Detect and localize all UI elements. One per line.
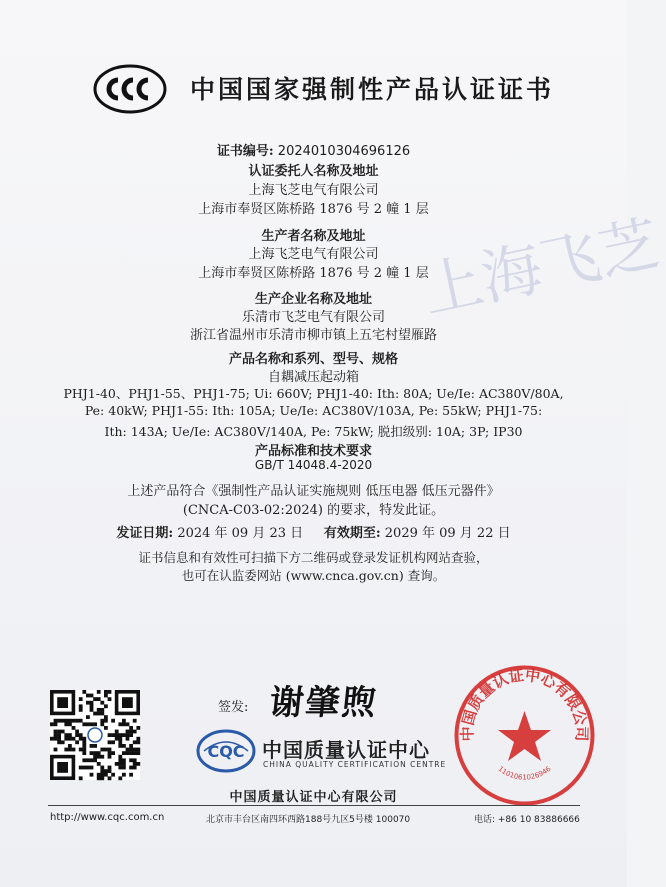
statement-line-2: (CNCA-C03-02:2024) 的要求，特发此证。	[182, 503, 445, 518]
factory-name: 乐清市飞芝电气有限公司	[241, 310, 385, 325]
page-title: 中国国家强制性产品认证证书	[190, 75, 555, 104]
verify-note-2: 也可在认监委网站 (www.cnca.gov.cn) 查询。	[181, 568, 446, 583]
cqc-name-en: CHINA QUALITY CERTIFICATION CENTRE	[263, 760, 447, 769]
footer-org-name: 中国质量认证中心有限公司	[229, 790, 398, 805]
svg-text:1101061026946: 1101061026946	[496, 764, 553, 782]
product-label: 产品名称和系列、型号、规格	[228, 352, 398, 367]
date-line	[0, 522, 627, 541]
cert-number-value: 2024010304696126	[277, 144, 411, 159]
footer-divider	[48, 805, 580, 806]
expiry-date-value: 2029 年 09 月 22 日	[384, 526, 511, 541]
spec-line-3: Ith: 143A; Ue/Ie: AC380V/140A, Pe: 75kW; 脱扣级别: 10A; 3P; IP30	[104, 424, 523, 439]
client-name: 上海飞芝电气有限公司	[248, 183, 379, 198]
footer-phone: 电话: +86 10 83886666	[474, 815, 580, 825]
svg-text:中国质量认证中心有限公司: 中国质量认证中心有限公司	[458, 666, 591, 742]
maker-address: 上海市奉贤区陈桥路 1876 号 2 幢 1 层	[198, 266, 429, 281]
statement-line-1: 上述产品符合《强制性产品认证实施规则 低压电器 低压元器件》	[127, 484, 500, 499]
footer-website-link[interactable]: http://www.cqc.com.cn	[50, 812, 165, 823]
standard-value: GB/T 14048.4-2020	[254, 458, 373, 472]
cqc-logo-icon	[196, 728, 256, 774]
factory-address: 浙江省温州市乐清市柳市镇上五宅村望雁路	[189, 328, 437, 343]
client-address: 上海市奉贤区陈桥路 1876 号 2 幢 1 层	[198, 202, 429, 217]
maker-name: 上海飞芝电气有限公司	[248, 247, 379, 262]
verify-note-1: 证书信息和有效性可扫描下方二维码或登录发证机构网站查验，	[138, 550, 489, 565]
cert-number-label: 证书编号:	[216, 144, 274, 159]
svg-text:CQC: CQC	[207, 742, 245, 761]
standard-label: 产品标准和技术要求	[254, 444, 372, 459]
signer-label: 签发:	[218, 700, 249, 715]
expiry-date-label: 有效期至:	[323, 526, 381, 541]
issue-date-label: 发证日期:	[116, 526, 174, 541]
spec-line-2: Pe: 40kW; PHJ1-55: Ith: 105A; Ue/Ie: AC380V/103A, Pe: 55kW; PHJ1-75:	[84, 403, 543, 418]
footer-address: 北京市丰台区南四环西路188号九区5号楼 100070	[206, 815, 411, 825]
signature: 谢肇煦	[267, 683, 380, 723]
cqc-name-cn: 中国质量认证中心	[262, 738, 430, 762]
spec-line-1: PHJ1-40、PHJ1-55、PHJ1-75; Ui: 660V; PHJ1-40: Ith: 80A; Ue/Ie: AC380V/80A,	[63, 386, 564, 401]
product-name: 自耦减压起动箱	[267, 370, 359, 385]
watermark-text: 上海飞芝	[416, 208, 666, 328]
qr-code-icon[interactable]	[50, 690, 140, 780]
cert-number-line	[0, 140, 627, 159]
client-label: 认证委托人名称及地址	[248, 164, 379, 179]
issue-date-value: 2024 年 09 月 23 日	[177, 526, 304, 541]
factory-label: 生产企业名称及地址	[254, 292, 372, 307]
ccc-logo-icon	[93, 64, 167, 114]
maker-label: 生产者名称及地址	[261, 229, 366, 244]
